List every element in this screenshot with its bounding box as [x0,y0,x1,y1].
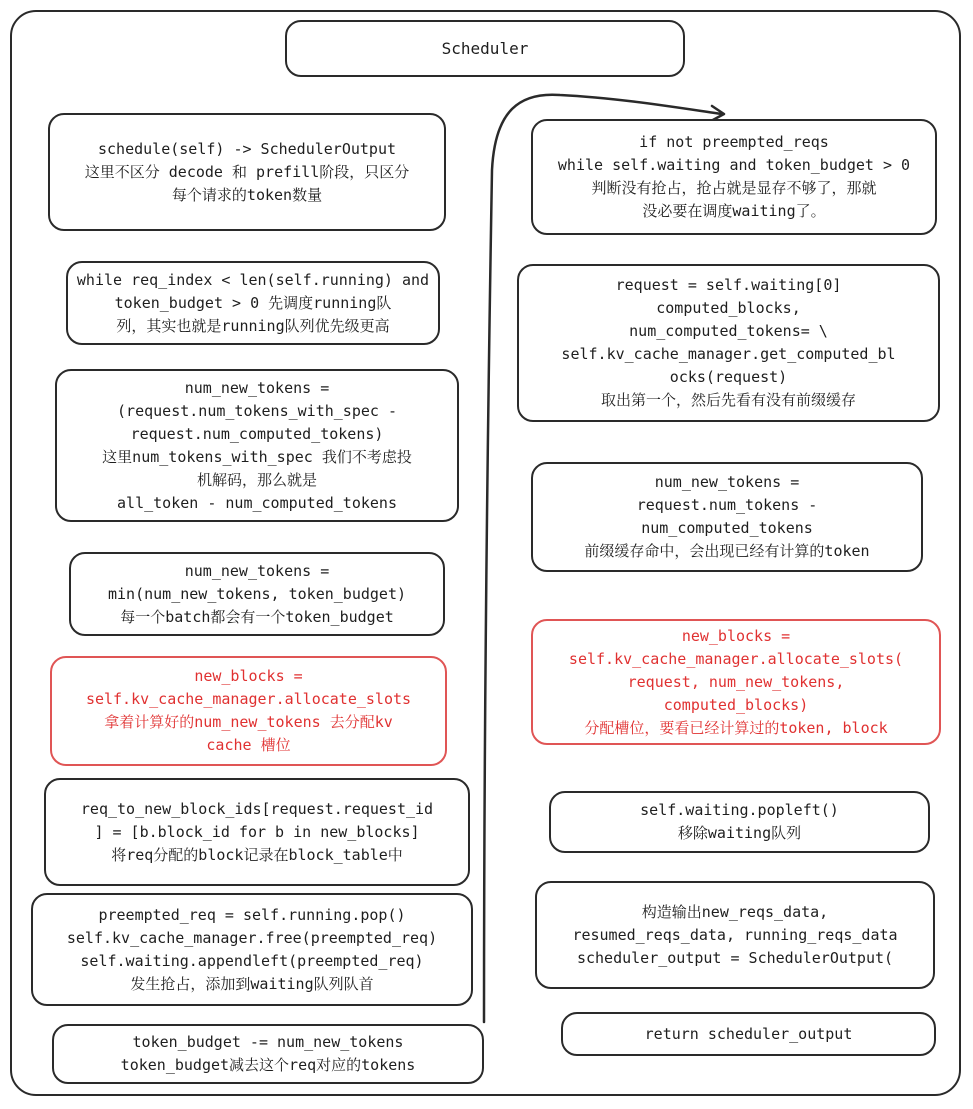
box-text-line: scheduler_output = SchedulerOutput( [576,948,894,967]
box-text-line: cache 槽位 [206,736,291,754]
left-step-box-4 [69,552,445,636]
box-text-line: schedule(self) -> SchedulerOutput [97,139,396,158]
box-text-line: self.waiting.popleft() [640,801,839,819]
box-text-line: self.kv_cache_manager.allocate_slots [85,690,412,708]
right-step-box-2 [517,264,940,422]
diagram-title: Scheduler [441,39,529,58]
box-text-line: request = self.waiting[0] [615,276,842,294]
box-text-line: 将req分配的block记录在block_table中 [111,845,403,864]
box-text-line: num_computed_tokens [641,519,813,537]
right-step-box-5 [549,791,930,853]
box-text-line: if not preempted_reqs [639,133,829,151]
box-text-line: token_budget减去这个req对应的tokens [120,1056,416,1074]
left-step-box-7 [31,893,473,1006]
box-text-line: 这里不区分 decode 和 prefill阶段，只区分 [84,162,410,181]
right-step-box-1 [531,119,937,235]
right-step-box-6 [535,881,935,989]
box-text-line: request.num_computed_tokens) [130,424,384,443]
left-step-box-8 [52,1024,484,1084]
right-step-box-4 [531,619,941,745]
box-text-line: 列，其实也就是running队列优先级更高 [116,316,390,335]
box-text-line: 移除waiting队列 [677,824,802,842]
box-text-line: 分配槽位，要看已经计算过的token, block [584,718,888,737]
box-text-line: 取出第一个，然后先看有没有前缀缓存 [600,391,856,409]
box-text-line: request, num_new_tokens, [627,672,845,691]
box-text-line: self.kv_cache_manager.allocate_slots( [568,649,904,668]
box-text-line: num_new_tokens = [184,378,330,397]
box-text-line: ] = [b.block_id for b in new_blocks] [94,822,420,841]
box-text-line: ocks(request) [669,368,788,386]
box-text-line: 没必要在调度waiting了。 [642,202,826,220]
box-text-line: 构造输出new_reqs_data, [641,902,829,921]
right-step-box-7 [561,1012,936,1056]
box-text-line: 判断没有抢占，抢占就是显存不够了，那就 [591,179,877,197]
box-text-line: return scheduler_output [644,1024,853,1043]
box-text-line: self.waiting.appendleft(preempted_req) [80,951,424,970]
left-step-box-5 [50,656,447,766]
left-step-box-6 [44,778,470,886]
left-step-box-1 [48,113,446,231]
box-text-line: all_token - num_computed_tokens [117,493,397,512]
box-text-line: 发生抢占，添加到waiting队列队首 [130,974,374,993]
box-text-line: num_new_tokens = [184,561,330,580]
box-text-line: computed_blocks) [663,695,809,714]
box-text-line: while self.waiting and token_budget > 0 [557,156,911,174]
box-text-line: 每个请求的token数量 [171,185,323,204]
box-text-line: computed_blocks, [656,299,801,317]
box-text-line: request.num_tokens - [636,496,818,514]
box-text-line: 拿着计算好的num_new_tokens 去分配kv [104,713,393,731]
box-text-line: new_blocks = [194,667,303,685]
box-text-line: req_to_new_block_ids[request.request_id [80,799,434,818]
left-step-box-2 [66,261,440,345]
box-text-line: preempted_req = self.running.pop() [98,905,406,924]
box-text-line: while req_index < len(self.running) and [76,270,430,289]
box-text-line: num_computed_tokens= \ [629,322,828,340]
box-text-line: self.kv_cache_manager.get_computed_bl [561,345,896,363]
box-text-line: 前缀缓存命中，会出现已经有计算的token [584,542,870,560]
box-text-line: self.kv_cache_manager.free(preempted_req) [66,928,438,947]
box-text-line: resumed_reqs_data, running_reqs_data [572,925,898,944]
box-text-line: min(num_new_tokens, token_budget) [107,584,406,603]
box-text-line: (request.num_tokens_with_spec - [117,401,397,420]
box-text-line: 机解码，那么就是 [196,470,317,489]
box-text-line: num_new_tokens = [654,473,800,491]
box-text-line: new_blocks = [681,626,791,645]
box-text-line: token_budget > 0 先调度running队 [114,293,392,312]
right-step-box-3 [531,462,923,572]
box-text-line: 每一个batch都会有一个token_budget [120,607,394,626]
box-text-line: 这里num_tokens_with_spec 我们不考虑投 [102,447,412,466]
left-step-box-3 [55,369,459,522]
box-text-line: token_budget -= num_new_tokens [132,1033,404,1051]
